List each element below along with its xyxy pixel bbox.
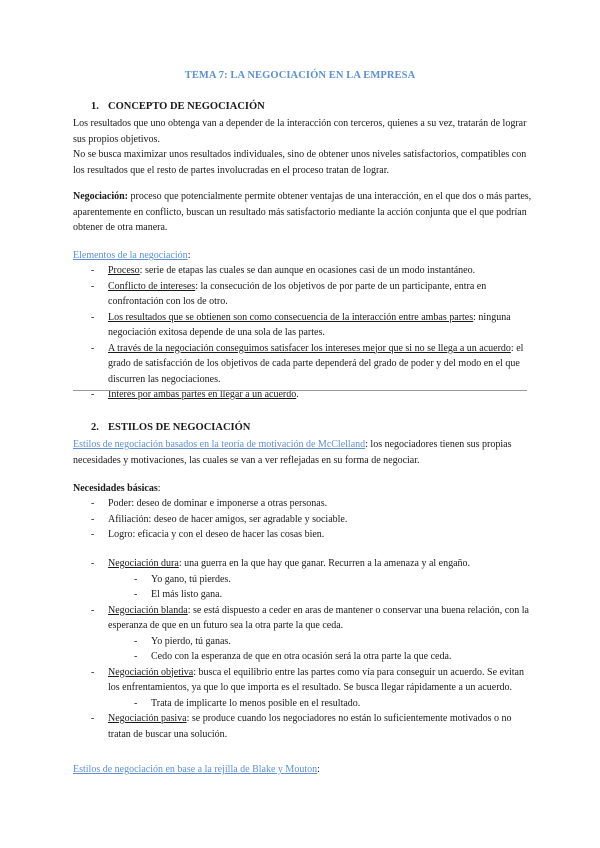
sub-list-item: - Yo gano, tú pierdes. — [108, 572, 531, 588]
list-item: - Logro: eficacia y con el deseo de hacer las cosas bien. — [91, 527, 531, 543]
negotiation-definition — [73, 189, 533, 236]
list-item: - Poder: deseo de dominar e imponerse a otras personas. — [91, 496, 531, 512]
document-title: TEMA 7: LA NEGOCIACIÓN EN LA EMPRESA — [184, 70, 416, 81]
section-1-number: 1. — [91, 101, 99, 112]
intro-paragraph-2: No se busca maximizar unos resultados individuales, sino de obtener unos niveles satisfactorios, compatibles con los resultados que el resto de partes involucradas en el proceso tratan de lograr. — [73, 149, 527, 176]
definition-text: proceso que potencialmente permite obtener ventajas de una interacción, en el que dos o más partes, aparentemente en conflicto, buscan un resultado más satisfactorio mediante la acción conjunta que el que podrían obtener de otra manera. — [73, 191, 532, 233]
mcclelland-link[interactable]: Estilos de negociación basados en la teoría de motivación de McClelland — [73, 439, 366, 450]
list-item: - A través de la negociación conseguimos satisfacer los intereses mejor que si no se llega a un acuerdo: el grado de satisfacción de los objetivos de cada parte dependerá del grado de poder y del modo en el que discurren las negociaciones. — [91, 341, 531, 388]
section-2-title: ESTILOS DE NEGOCIACIÓN — [108, 422, 251, 433]
section-1-intro — [73, 116, 533, 178]
section-2-heading — [91, 422, 250, 433]
sub-list — [108, 634, 531, 665]
sub-list-item: - El más listo gana. — [108, 587, 531, 603]
definition-term: Negociación: — [73, 191, 128, 202]
sub-list — [108, 572, 531, 603]
section-1-title: CONCEPTO DE NEGOCIACIÓN — [108, 101, 265, 112]
mcclelland-paragraph: Estilos de negociación basados en la teoría de motivación de McClelland: los negociadores tienen sus propias necesidades y motivaciones, las cuales se van a ver reflejadas en su forma de negociar. — [73, 439, 512, 466]
sub-list-item: - Yo pierdo, tú ganas. — [108, 634, 531, 650]
list-item: - Afiliación: deseo de hacer amigos, ser agradable y sociable. — [91, 512, 531, 528]
elements-heading: Elementos de la negociación: — [73, 250, 191, 261]
elements-link[interactable]: Elementos de la negociación — [73, 250, 188, 261]
styles-list — [91, 556, 531, 742]
list-item: - Los resultados que se obtienen son como consecuencia de la interacción entre ambas partes: ninguna negociación exitosa depende de una sola de las partes. — [91, 310, 531, 341]
needs-list — [91, 496, 531, 543]
list-item: - Negociación blanda: se está dispuesto a ceder en aras de mantener o conservar una buena relación, con la esperanza de que en un futuro sea la otra parte la que ceda. - Yo pierdo, tú ganas. - Cedo con la esperanza de que en otra ocasión será la otra parte la que ceda. — [91, 603, 531, 665]
section-1-heading — [91, 101, 265, 112]
list-item: - Interés por ambas partes en llegar a un acuerdo. — [91, 387, 531, 403]
intro-paragraph-1: Los resultados que uno obtenga van a depender de la interacción con terceros, quienes a su vez, tratarán de lograr sus propios objetivos. — [73, 118, 527, 145]
blake-heading: Estilos de negociación en base a la rejilla de Blake y Mouton: — [73, 764, 320, 775]
elements-list — [91, 263, 531, 403]
list-item: - Negociación pasiva: se produce cuando los negociadores no están lo suficientemente motivados o no tratan de buscar una solución. — [91, 711, 531, 742]
section-divider — [73, 390, 527, 391]
sub-list-item: - Cedo con la esperanza de que en otra ocasión será la otra parte la que ceda. — [108, 649, 531, 665]
section-2-number: 2. — [91, 422, 99, 433]
sub-list-item: - Trata de implicarte lo menos posible en el resultado. — [108, 696, 531, 712]
list-item: - Negociación dura: una guerra en la que hay que ganar. Recurren a la amenaza y al engaño. - Yo gano, tú pierdes. - El más listo gana. — [91, 556, 531, 603]
sub-list — [108, 696, 531, 712]
list-item: - Proceso: serie de etapas las cuales se dan aunque en ocasiones casi de un modo instantáneo. — [91, 263, 531, 279]
needs-heading: Necesidades básicas: — [73, 483, 161, 494]
blake-link[interactable]: Estilos de negociación en base a la rejilla de Blake y Mouton — [73, 764, 318, 775]
list-item: - Negociación objetiva: busca el equilibrio entre las partes como vía para conseguir un acuerdo. Se evitan los enfrentamientos, ya que lo que importa es el resultado. Se busca llegar rápidamente a un acuerdo. - Trata de implicarte lo menos posible en el resultado. — [91, 665, 531, 712]
list-item: - Conflicto de intereses: la consecución de los objetivos de por parte de un participante, entra en confrontación con los de otro. — [91, 279, 531, 310]
